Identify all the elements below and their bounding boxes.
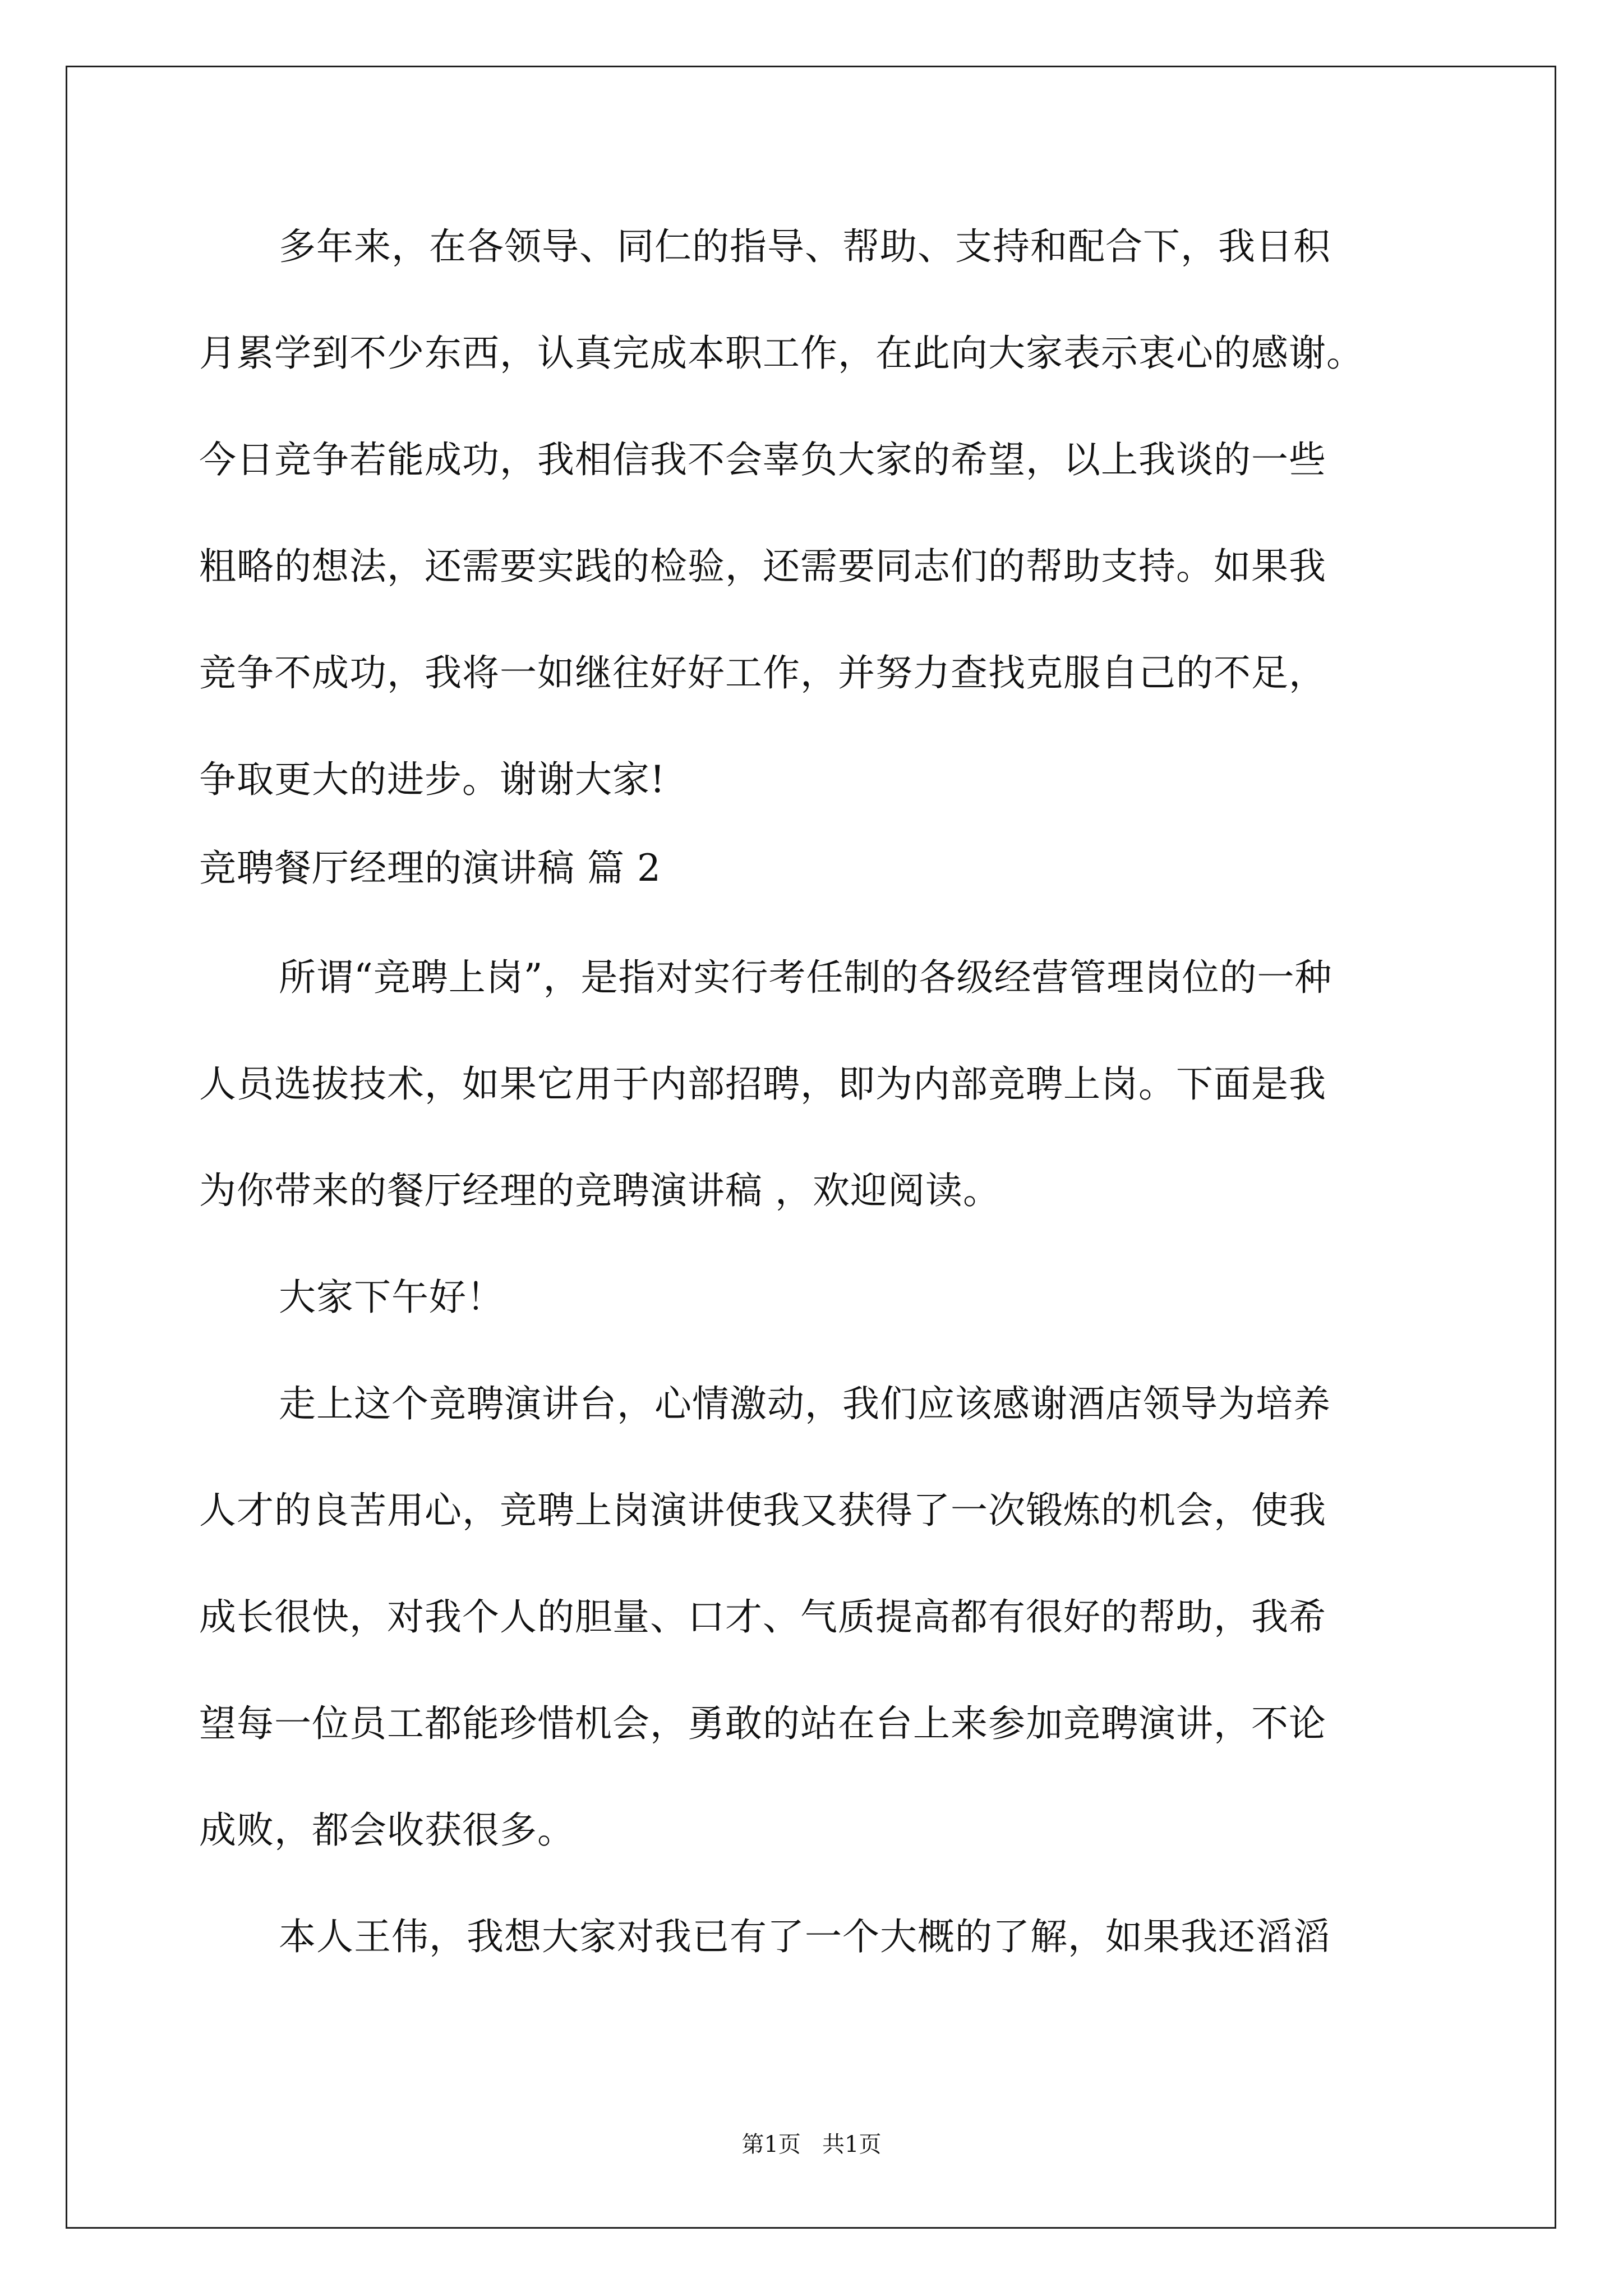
- text-line: 争取更大的进步。谢谢大家!: [199, 758, 666, 801]
- text-line: 望每一位员工都能珍惜机会，勇敢的站在台上来参加竞聘演讲，不论: [199, 1702, 1326, 1745]
- text-line: 走上这个竞聘演讲台，心情激动，我们应该感谢酒店领导为培养: [279, 1382, 1331, 1425]
- text-line: 人才的良苦用心，竞聘上岗演讲使我又获得了一次锻炼的机会，使我: [199, 1489, 1326, 1532]
- text-line: 竞争不成功，我将一如继往好好工作，并努力查找克服自己的不足，: [199, 651, 1326, 694]
- text-line: 为你带来的餐厅经理的竞聘演讲稿 ，欢迎阅读。: [199, 1169, 1000, 1212]
- text-line: 人员选拔技术，如果它用于内部招聘，即为内部竞聘上岗。下面是我: [199, 1062, 1326, 1106]
- text-line: 粗略的想法，还需要实践的检验，还需要同志们的帮助支持。如果我: [199, 545, 1326, 588]
- section-heading: 竞聘餐厅经理的演讲稿 篇 2: [199, 846, 661, 890]
- text-line: 所谓“竞聘上岗”，是指对实行考任制的各级经营管理岗位的一种: [279, 956, 1332, 999]
- page-number-footer: 第1页 共1页: [741, 2132, 882, 2157]
- text-line: 今日竞争若能成功，我相信我不会辜负大家的希望，以上我谈的一些: [199, 438, 1326, 481]
- text-line: 成长很快，对我个人的胆量、口才、气质提高都有很好的帮助，我希: [199, 1595, 1326, 1639]
- text-line: 月累学到不少东西，认真完成本职工作，在此向大家表示衷心的感谢。: [199, 332, 1364, 375]
- text-line: 多年来，在各领导、同仁的指导、帮助、支持和配合下，我日积: [279, 225, 1331, 268]
- text-line: 大家下午好！: [279, 1276, 504, 1319]
- page-frame: [66, 66, 1556, 2229]
- text-line: 本人王伟，我想大家对我已有了一个大概的了解，如果我还滔滔: [279, 1915, 1331, 1958]
- text-line: 成败，都会收获很多。: [199, 1809, 575, 1852]
